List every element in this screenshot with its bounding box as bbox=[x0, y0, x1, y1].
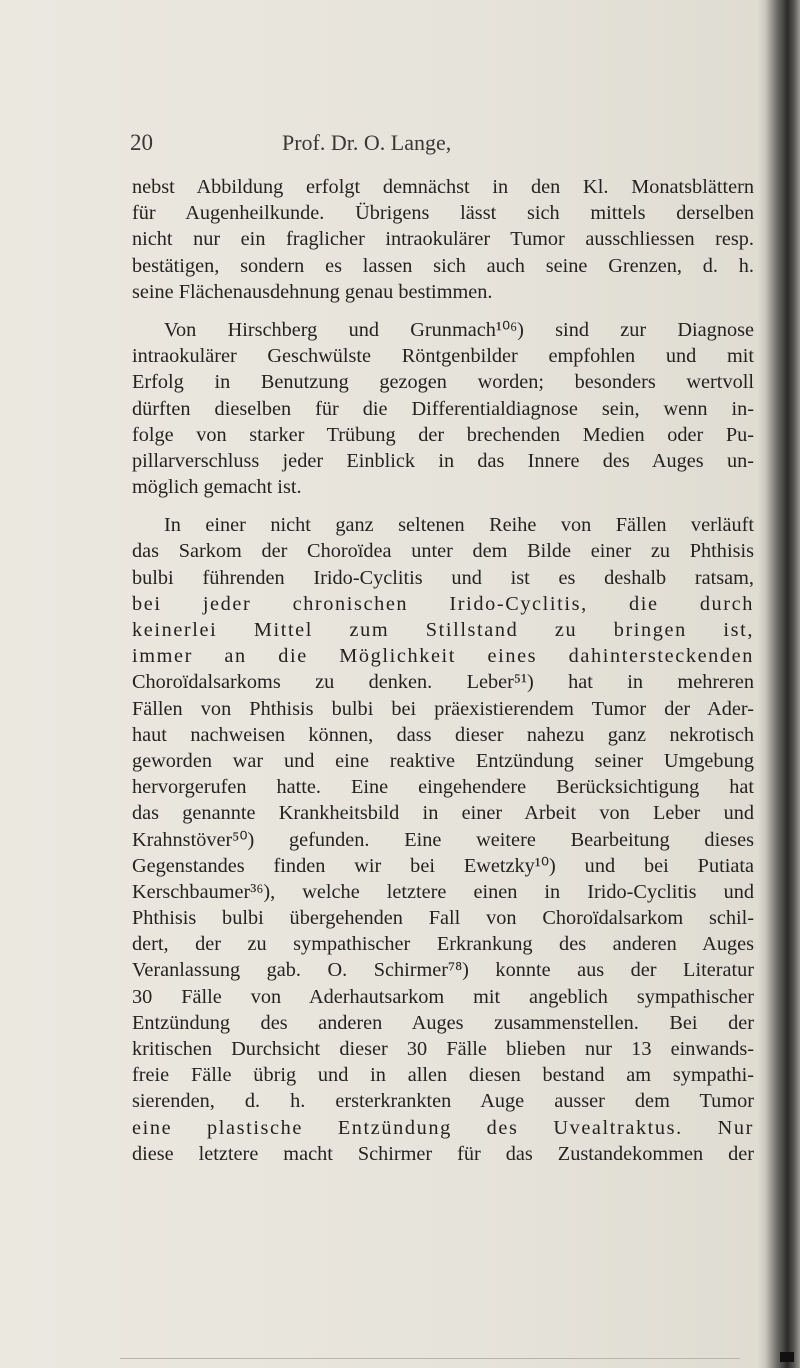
text-line: Gegenstandes finden wir bei Ewetzky¹⁰) und bei Putiata bbox=[132, 854, 754, 877]
text-line: eine plastische Entzündung des Uvealtraktus. Nur bbox=[132, 1116, 754, 1139]
text-line: das Sarkom der Choroïdea unter dem Bilde einer zu Phthisis bbox=[132, 540, 754, 563]
text-line: für Augenheilkunde. Übrigens lässt sich mittels derselben bbox=[132, 202, 754, 225]
text-line: nebst Abbildung erfolgt demnächst in den Kl. Monatsblättern bbox=[132, 176, 754, 198]
paragraph-2 bbox=[132, 317, 754, 500]
text-line: Krahnstöver⁵⁰) gefunden. Eine weitere Bearbeitung dieses bbox=[132, 828, 754, 851]
text-line: hervorgerufen hatte. Eine eingehendere Berücksichtigung hat bbox=[132, 776, 754, 799]
page-header bbox=[0, 128, 800, 164]
text-line: haut nachweisen können, dass dieser nahezu ganz nekrotisch bbox=[132, 723, 754, 746]
running-head: Prof. Dr. O. Lange, bbox=[282, 130, 452, 155]
text-line: immer an die Möglichkeit eines dahintersteckenden bbox=[132, 645, 754, 668]
text-line: pillarverschluss jeder Einblick in das Innere des Auges un- bbox=[132, 449, 754, 472]
text-line: bei jeder chronischen Irido-Cyclitis, die durch bbox=[132, 592, 754, 615]
text-line: Kerschbaumer³⁶), welche letztere einen in Irido-Cyclitis und bbox=[132, 880, 754, 903]
text-line: folge von starker Trübung der brechenden Medien oder Pu- bbox=[132, 423, 754, 446]
text-line: bestätigen, sondern es lassen sich auch seine Grenzen, d. h. bbox=[132, 254, 754, 277]
text-line: kritischen Durchsicht dieser 30 Fälle blieben nur 13 einwands- bbox=[132, 1038, 754, 1060]
text-line: Phthisis bulbi übergehenden Fall von Choroïdalsarkom schil- bbox=[132, 907, 754, 930]
text-line: 30 Fälle von Aderhautsarkom mit angeblich sympathischer bbox=[132, 985, 754, 1008]
text-line: sierenden, d. h. ersterkrankten Auge ausser dem Tumor bbox=[132, 1090, 754, 1113]
text-line: In einer nicht ganz seltenen Reihe von Fällen verläuft bbox=[164, 514, 754, 537]
text-line: geworden war und eine reaktive Entzündung seiner Umgebung bbox=[132, 749, 754, 772]
text-line: dert, der zu sympathischer Erkrankung des anderen Auges bbox=[132, 933, 754, 956]
text-line: keinerlei Mittel zum Stillstand zu bringen ist, bbox=[132, 619, 754, 641]
paragraph-3 bbox=[132, 512, 754, 1167]
bottom-rule bbox=[120, 1358, 740, 1359]
text-line: bulbi führenden Irido-Cyclitis und ist es deshalb ratsam, bbox=[132, 566, 754, 589]
text-line: freie Fälle übrig und in allen diesen bestand am sympathi- bbox=[132, 1064, 754, 1087]
text-line: Fällen von Phthisis bulbi bei präexistierendem Tumor der Ader- bbox=[132, 697, 754, 720]
paragraph-1 bbox=[132, 174, 754, 305]
edge-mark bbox=[780, 1352, 794, 1362]
text-line: Entzündung des anderen Auges zusammenstellen. Bei der bbox=[132, 1011, 754, 1034]
text-line: Choroïdalsarkoms zu denken. Leber⁵¹) hat in mehreren bbox=[132, 671, 754, 694]
body-text bbox=[132, 174, 754, 1167]
text-line: dürften dieselben für die Differentialdiagnose sein, wenn in- bbox=[132, 397, 754, 420]
text-line: nicht nur ein fraglicher intraokulärer Tumor ausschliessen resp. bbox=[132, 228, 754, 251]
text-line: intraokulärer Geschwülste Röntgenbilder empfohlen und mit bbox=[132, 345, 754, 368]
page-edge-shadow bbox=[758, 0, 800, 1368]
page-number: 20 bbox=[130, 130, 153, 155]
text-line: das genannte Krankheitsbild in einer Arbeit von Leber und bbox=[132, 802, 754, 825]
text-line: möglich gemacht ist. bbox=[132, 476, 302, 499]
text-line: Von Hirschberg und Grunmach¹⁰⁶) sind zur Diagnose bbox=[164, 318, 754, 341]
text-line: seine Flächenausdehnung genau bestimmen. bbox=[132, 280, 493, 303]
text-line: diese letztere macht Schirmer für das Zustandekommen der bbox=[132, 1142, 754, 1165]
text-line: Veranlassung gab. O. Schirmer⁷⁸) konnte aus der Literatur bbox=[132, 959, 754, 982]
text-line: Erfolg in Benutzung gezogen worden; besonders wertvoll bbox=[132, 371, 754, 394]
